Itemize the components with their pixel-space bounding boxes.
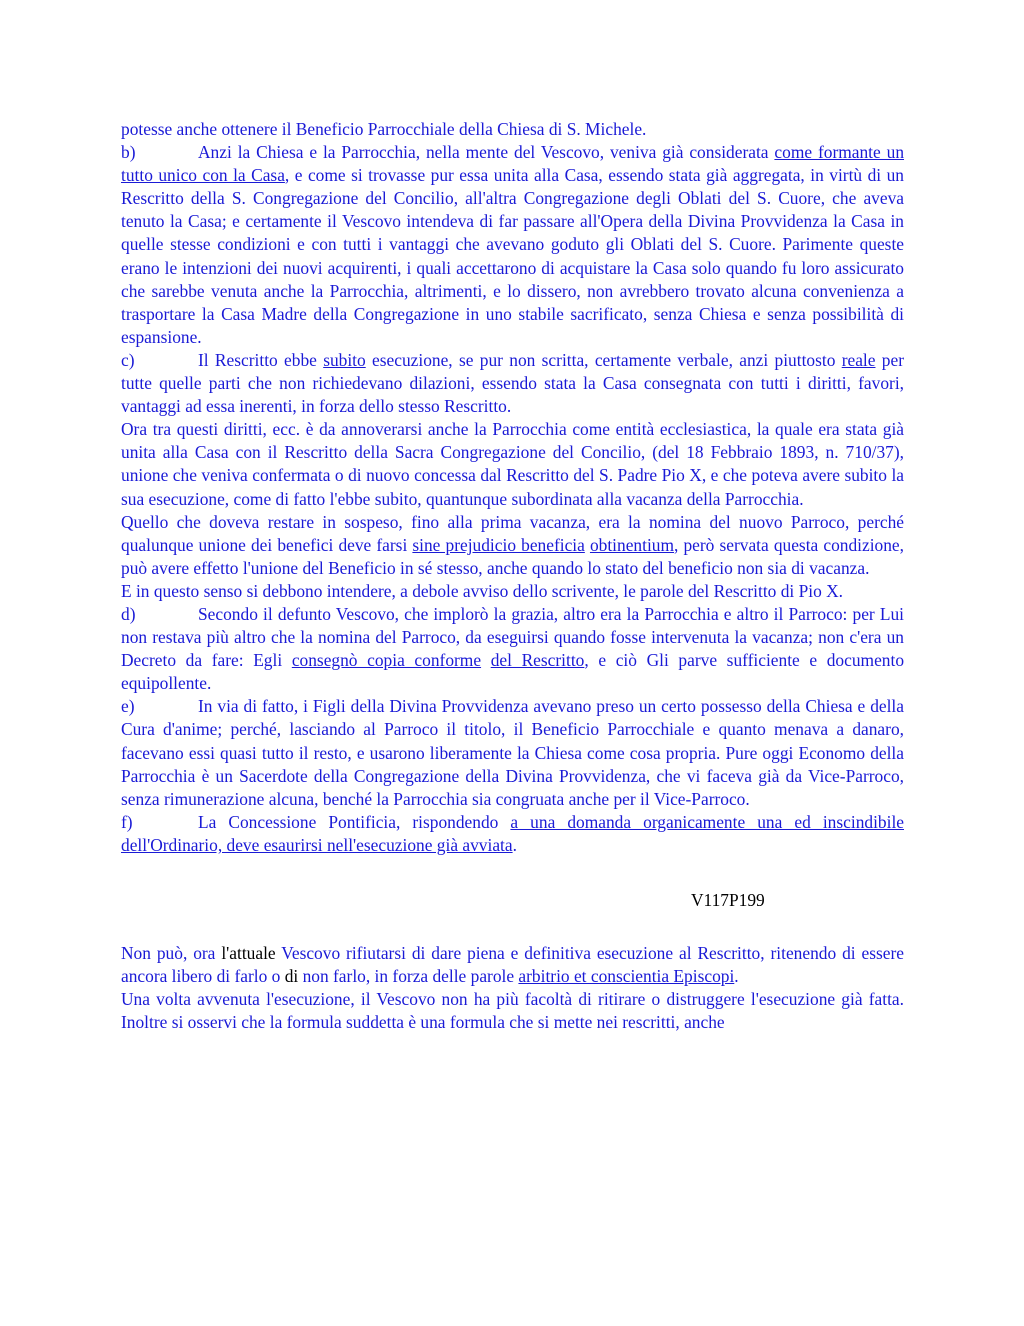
- underlined-phrase: del Rescritto: [490, 650, 585, 671]
- paragraph-e: e) In via di fatto, i Figli della Divina Provvidenza avevano preso un certo possesso della Chiesa e della Cura d'anime; perché, lasciando al Parroco il titolo, il Beneficio Parrocchiale e quanto menava a danaro, facevano essi quasi tutto il resto, e usarono liberamente la Chiesa come cosa propria. Pure oggi Economo della Parrocchia è un Sacerdote della Congregazione della Divina Provvidenza, che vi faceva già da Vice-Parroco, senza rimunerazione alcuna, benché la Parrocchia sia congruata anche per il Vice-Parroco.: [121, 696, 904, 809]
- list-label-f: f): [121, 811, 133, 832]
- underlined-phrase: consegnò copia conforme: [291, 650, 482, 671]
- list-label-d: d): [121, 603, 136, 624]
- paragraph-c: c) Il Rescritto ebbe subito esecuzione, se pur non scritta, certamente verbale, anzi piuttosto reale per tutte quelle parti che non richiedevano dilazioni, essendo stata la Casa consegnata con tutti i diritti, favori, vantaggi ad essa inerenti, in forza dello stesso Rescritto.: [121, 349, 905, 417]
- list-label-e: e): [121, 696, 135, 717]
- paragraph-e-in: E in questo senso si debbono intendere, a debole avviso dello scrivente, le parole del Rescritto di Pio X.: [121, 580, 844, 601]
- paragraph-non: Non può, ora l'attuale Vescovo rifiutarsi di dare piena e definitiva esecuzione al Rescritto, ritenendo di essere ancora libero di farlo o di non farlo, in forza delle parole arbitrio et conscientia Episcopi.: [121, 943, 904, 987]
- underlined-phrase: come formante un tutto unico con la Casa: [121, 142, 905, 186]
- paragraph-d: d) Secondo il defunto Vescovo, che implorò la grazia, altro era la Parrocchia e altro il Parroco: per Lui non restava più altro che la nomina del Parroco, da eseguirsi quando fosse intervenuta la vacanza; non c'era un Decreto da fare: Egli consegnò copia conforme del Rescritto, e ciò Gli parve sufficiente e documento equipollente.: [121, 603, 905, 694]
- list-label-b: b): [121, 142, 136, 163]
- page-reference: V117P199: [691, 890, 765, 910]
- intro-paragraph: potesse anche ottenere il Beneficio Parrocchiale della Chiesa di S. Michele.: [121, 119, 647, 139]
- paragraph-b: b) Anzi la Chiesa e la Parrocchia, nella mente del Vescovo, veniva già considerata come formante un tutto unico con la Casa, e come si trovasse pur essa unita alla Casa, essendo stata già aggregata, in virtù di un Rescritto della S. Congregazione del Concilio, all'altra Congregazione degli Oblati del S. Cuore, che aveva tenuto la Casa; e certamente il Vescovo intendeva di far passare all'Opera della Divina Provvidenza la Casa in quelle stesse condizioni e con tutti i vantaggi che avevano goduto gli Oblati del S. Cuore. Parimente queste erano le intenzioni dei nuovi acquirenti, i quali accettarono di acquistare la Casa solo quando fu loro assicurato che sarebbe venuta anche la Parrocchia, altrimenti, e lo dissero, non avrebbero trovato alcuna convenienza a trasportare la Casa Madre della Congregazione in uno stabile sacrificato, senza Chiesa e senza possibilità di espansione.: [121, 142, 905, 347]
- paragraph-f: f) La Concessione Pontificia, rispondendo a una domanda organicamente una ed inscindibile dell'Ordinario, deve esaurirsi nell'esecuzione già avviata.: [121, 811, 904, 855]
- underlined-word: obtinentium: [589, 534, 675, 555]
- document-page: [121, 118, 904, 1034]
- paragraph-quello: Quello che doveva restare in sospeso, fino alla prima vacanza, era la nomina del nuovo Parroco, perché qualunque unione dei benefici deve farsi sine prejudicio beneficia obtinentium, però servata questa condizione, può avere effetto l'unione del Beneficio in sé stesso, anche quando lo stato del beneficio non sia di vacanza.: [121, 511, 904, 578]
- underlined-phrase: sine prejudicio beneficia: [412, 534, 585, 555]
- paragraph-una: Una volta avvenuta l'esecuzione, il Vescovo non ha più facoltà di ritirare o distruggere l'esecuzione già fatta. Inoltre si osservi che la formula suddetta è una formula che si mette nei rescritti, anche: [121, 989, 904, 1033]
- list-label-c: c): [121, 349, 135, 370]
- underlined-phrase: a una domanda organicamente una ed inscindibile dell'Ordinario, deve esaurirsi nell'esecuzione già avviata: [121, 811, 904, 855]
- underlined-word: reale: [841, 349, 876, 370]
- underlined-phrase: arbitrio et conscientia Episcopi: [518, 966, 735, 987]
- underlined-word: subito: [323, 349, 366, 370]
- paragraph-ora: Ora tra questi diritti, ecc. è da annoverarsi anche la Parrocchia come entità ecclesiastica, la quale era stata già unita alla Casa con il Rescritto della Sacra Congregazione del Concilio, (del 18 Febbraio 1893, n. 710/37), unione che veniva confermata o di nuovo concessa dal Rescritto del S. Padre Pio X, e che poteva avere subito la sua esecuzione, come di fatto l'ebbe subito, quantunque subordinata alla vacanza della Parrocchia.: [121, 419, 904, 509]
